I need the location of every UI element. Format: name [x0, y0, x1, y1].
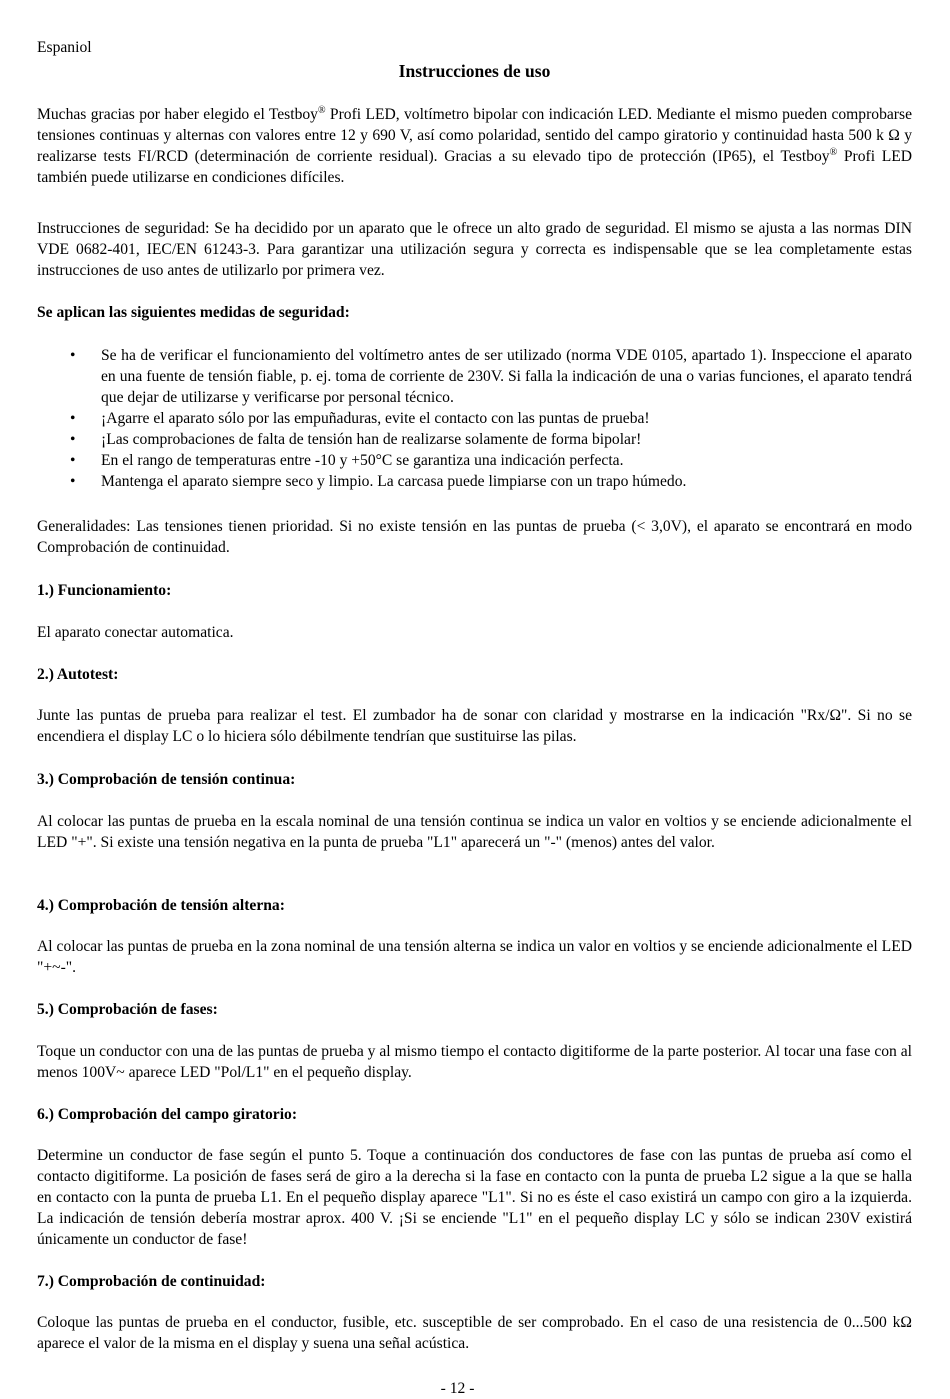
safety-intro-paragraph: Instrucciones de seguridad: Se ha decidido por un aparato que le ofrece un alto grado de seguridad. El mismo se ajusta a las normas DIN VDE 0682-401, IEC/EN 61243-3. Para garantizar una utilización segura y correcta es indispensable que se lea completamente estas instrucciones de uso antes de utilizarlo por primera vez. [37, 220, 912, 279]
section-text-4: Al colocar las puntas de prueba en la zona nominal de una tensión alterna se indica un valor en voltios y se enciende adicionalmente el LED "+~-". [37, 938, 912, 976]
intro-text-3: Profi LED también puede utilizarse en condiciones difíciles. [37, 148, 912, 186]
page-number: - 12 - [440, 1380, 475, 1397]
section-heading-5: 5.) Comprobación de fases: [37, 1001, 218, 1018]
section-text-6: Determine un conductor de fase según el punto 5. Toque a continuación dos conductores de fase con las puntas de prueba así como el contacto digitiforme. La posición de fases será de giro a la derecha si la fase en contacto con la punta de prueba L2 sigue a la que se halla en contacto con la punta de prueba L1. En el pequeño display aparece "L1". Si no es éste el caso existirá un campo con giro a la izquierda. La indicación de tensión debería mostrar aprox. 400 V. ¡Si se enciende "L1" en el pequeño display LC y sólo se indican 230V existirá únicamente un conductor de fase! [37, 1147, 912, 1248]
section-heading-1: 1.) Funcionamiento: [37, 582, 172, 599]
page-title: Instrucciones de uso [398, 61, 551, 81]
intro-paragraph [37, 104, 912, 188]
list-item: • En el rango de temperaturas entre -10 y +50°C se garantiza una indicación perfecta. [70, 452, 624, 469]
list-item: • Mantenga el aparato siempre seco y limpio. La carcasa puede limpiarse con un trapo húmedo. [70, 473, 687, 490]
section-text-2: Junte las puntas de prueba para realizar el test. El zumbador ha de sonar con claridad y mostrarse en la indicación "Rx/Ω". Si no se encendiera el display LC o lo hiciera sólo débilmente tendrían que sustituirse las pilas. [37, 707, 912, 745]
section-heading-2: 2.) Autotest: [37, 666, 119, 683]
intro-text-2: Profi LED, voltímetro bipolar con indicación LED. Mediante el mismo pueden comprobarse tensiones continuas y alternas con valores entre 12 y 690 V, así como polaridad, sentido del campo giratorio y continuidad hasta 500 k Ω y realizarse tests FI/RCD (determinación de corriente residual). Gracias a su elevado tipo de protección (IP65), el Testboy [37, 106, 912, 165]
intro-text-1: Muchas gracias por haber elegido el Testboy [37, 106, 318, 123]
general-paragraph: Generalidades: Las tensiones tienen prioridad. Si no existe tensión en las puntas de prueba (< 3,0V), el aparato se encontrará en modo Comprobación de continuidad. [37, 518, 912, 556]
section-text-7: Coloque las puntas de prueba en el conductor, fusible, etc. susceptible de ser comprobado. En el caso de una resistencia de 0...500 kΩ aparece el valor de la misma en el display y suena una señal acústica. [37, 1314, 912, 1352]
section-text-5: Toque un conductor con una de las puntas de prueba y al mismo tiempo el contacto digitiforme de la parte posterior. Al tocar una fase con al menos 100V~ aparece LED "Pol/L1" en el pequeño display. [37, 1043, 912, 1081]
section-text-3: Al colocar las puntas de prueba en la escala nominal de una tensión continua se indica un valor en voltios y se enciende adicionalmente el LED "+". Si existe una tensión negativa en la punta de prueba "L1" aparecerá un "-" (menos) antes del valor. [37, 813, 912, 851]
section-heading-3: 3.) Comprobación de tensión continua: [37, 771, 296, 788]
language-label: Espaniol [37, 39, 92, 56]
bullet: • [70, 473, 76, 490]
registered-mark: ® [317, 104, 326, 116]
list-item: • ¡Agarre el aparato sólo por las empuñaduras, evite el contacto con las puntas de prueba! [70, 410, 650, 427]
section-heading-4: 4.) Comprobación de tensión alterna: [37, 897, 285, 914]
measures-heading: Se aplican las siguientes medidas de seguridad: [37, 304, 350, 321]
list-item: • ¡Las comprobaciones de falta de tensión han de realizarse solamente de forma bipolar! [70, 431, 642, 448]
section-heading-6: 6.) Comprobación del campo giratorio: [37, 1106, 298, 1123]
bullet: • [70, 410, 76, 427]
list-item: • Se ha de verificar el funcionamiento del voltímetro antes de ser utilizado (norma VDE 0105, apartado 1). Inspeccione el aparato en una fuente de tensión fiable, p. ej. toma de corriente de 230V. Si falla la indicación de una o varias funciones, el aparato tendrá que dejar de utilizarse y verificarse por personal técnico. [70, 347, 912, 406]
bullet: • [70, 347, 76, 364]
section-heading-7: 7.) Comprobación de continuidad: [37, 1273, 266, 1290]
safety-measures-list [37, 345, 912, 492]
section-text-1: El aparato conectar automatica. [37, 624, 234, 641]
bullet: • [70, 431, 76, 448]
bullet: • [70, 452, 76, 469]
registered-mark-2: ® [829, 146, 838, 158]
